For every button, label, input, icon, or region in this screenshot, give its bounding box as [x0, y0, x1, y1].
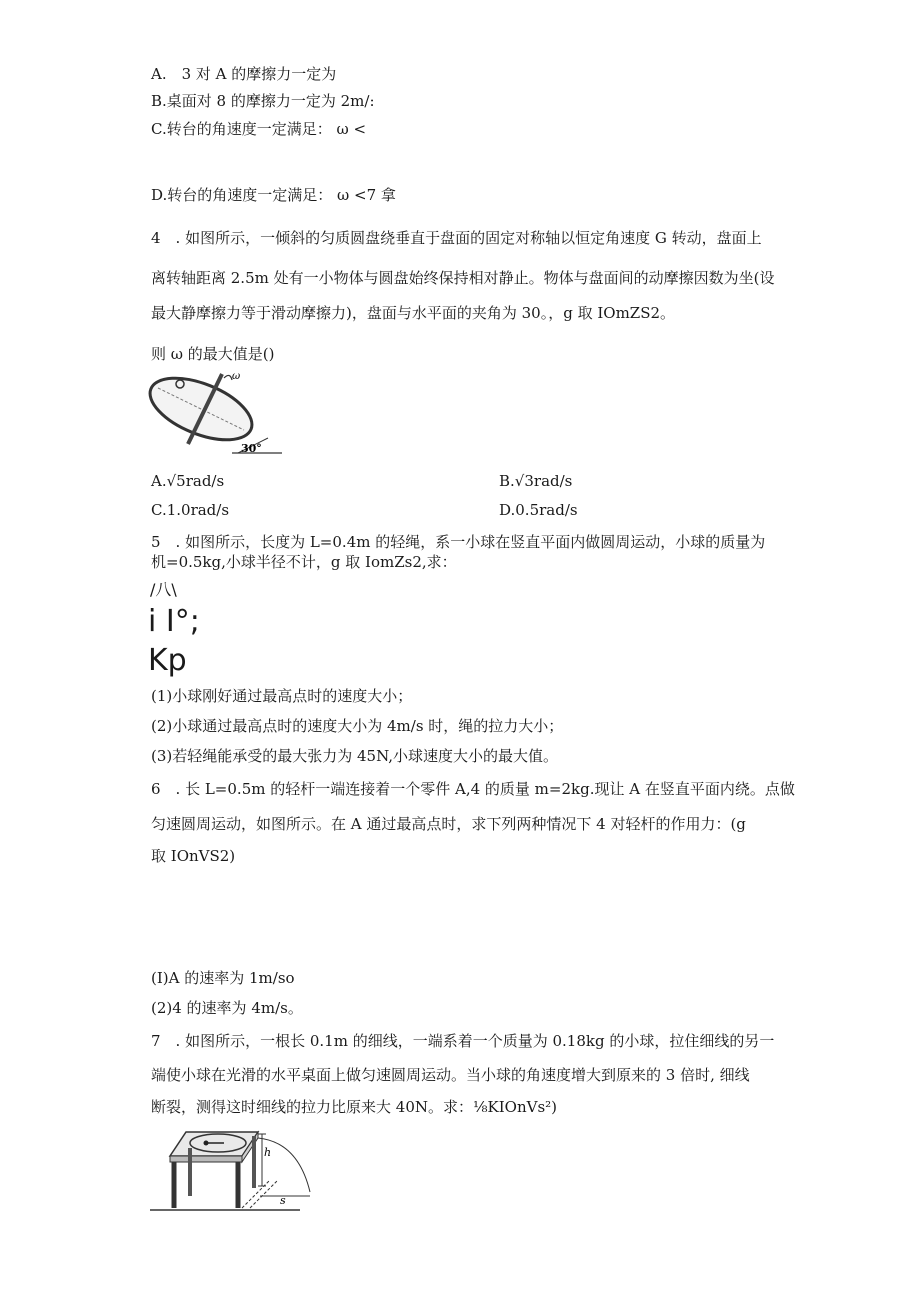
q4-tilted-disk-figure	[148, 368, 284, 460]
q7-line-2: 端使小球在光滑的水平桌面上做匀速圆周运动。当小球的角速度增大到原来的 3 倍时, 细线	[151, 1066, 750, 1084]
q6-line-3: 取 IOnVS2)	[151, 847, 236, 865]
q7-line-3: 断裂，测得这时细线的拉力比原来大 40N。求：⅛KIOnVs²)	[151, 1098, 558, 1116]
q3-option-d: D.转台的角速度一定满足： ω <7 拿	[151, 186, 396, 204]
q6-line-2: 匀速圆周运动，如图所示。在 A 通过最高点时，求下列两种情况下 4 对轻杆的作用力：(g	[151, 815, 746, 833]
q4-angle-label: 30°	[241, 442, 262, 455]
q5-figure-ocr-1: /八\	[150, 580, 177, 599]
q5-sub-3: (3)若轻绳能承受的最大张力为 45N,小球速度大小的最大值。	[151, 747, 559, 765]
q5-line-2: 机=0.5kg,小球半径不计，g 取 IomZs2,求：	[151, 553, 457, 571]
q5-figure-ocr-3: Kp	[148, 643, 187, 678]
q4-omega-label: ω	[232, 371, 241, 382]
q3-option-a: A. 3 对 A 的摩擦力一定为	[151, 65, 337, 83]
q4-line-1: 4 . 如图所示，一倾斜的匀质圆盘绕垂直于盘面的固定对称轴以恒定角速度 G 转动，盘面上	[151, 229, 762, 247]
q4-option-d: D.0.5rad/s	[499, 501, 578, 519]
q4-line-3: 最大静摩擦力等于滑动摩擦力)，盘面与水平面的夹角为 30。，g 取 IOmZS2。	[151, 304, 676, 322]
q4-option-c: C.1.0rad/s	[151, 501, 230, 519]
q6-sub-1: (I)A 的速率为 1m/so	[151, 969, 295, 987]
q4-option-a: A.√5rad/s	[151, 472, 225, 490]
q5-figure-ocr-2: i I°;	[148, 604, 200, 639]
q4-line-2: 离转轴距离 2.5m 处有一小物体与圆盘始终保持相对静止。物体与盘面间的动摩擦因数为坐(设	[151, 269, 775, 287]
q7-line-1: 7 . 如图所示，一根长 0.1m 的细线，一端系着一个质量为 0.18kg 的小球，拉住细线的另一	[151, 1032, 775, 1050]
q6-sub-2: (2)4 的速率为 4m/s。	[151, 999, 303, 1017]
q5-line-1: 5 . 如图所示，长度为 L=0.4m 的轻绳，系一小球在竖直平面内做圆周运动，小球的质量为	[151, 533, 766, 551]
q4-option-b: B.√3rad/s	[499, 472, 573, 490]
q7-table-figure	[150, 1124, 320, 1216]
q6-line-1: 6 . 长 L=0.5m 的轻杆一端连接着一个零件 A,4 的质量 m=2kg.现让 A 在竖直平面内绕。点做	[151, 780, 795, 798]
q7-h-label: h	[264, 1146, 272, 1159]
q4-line-4: 则 ω 的最大值是()	[151, 345, 275, 363]
q3-option-c: C.转台的角速度一定满足： ω <	[151, 120, 367, 138]
q5-sub-2: (2)小球通过最高点时的速度大小为 4m/s 时，绳的拉力大小；	[151, 717, 564, 735]
q5-sub-1: (1)小球刚好通过最高点时的速度大小；	[151, 687, 413, 705]
q3-option-b: B.桌面对 8 的摩擦力一定为 2m∕:	[151, 92, 375, 110]
q7-s-label: s	[280, 1194, 286, 1207]
